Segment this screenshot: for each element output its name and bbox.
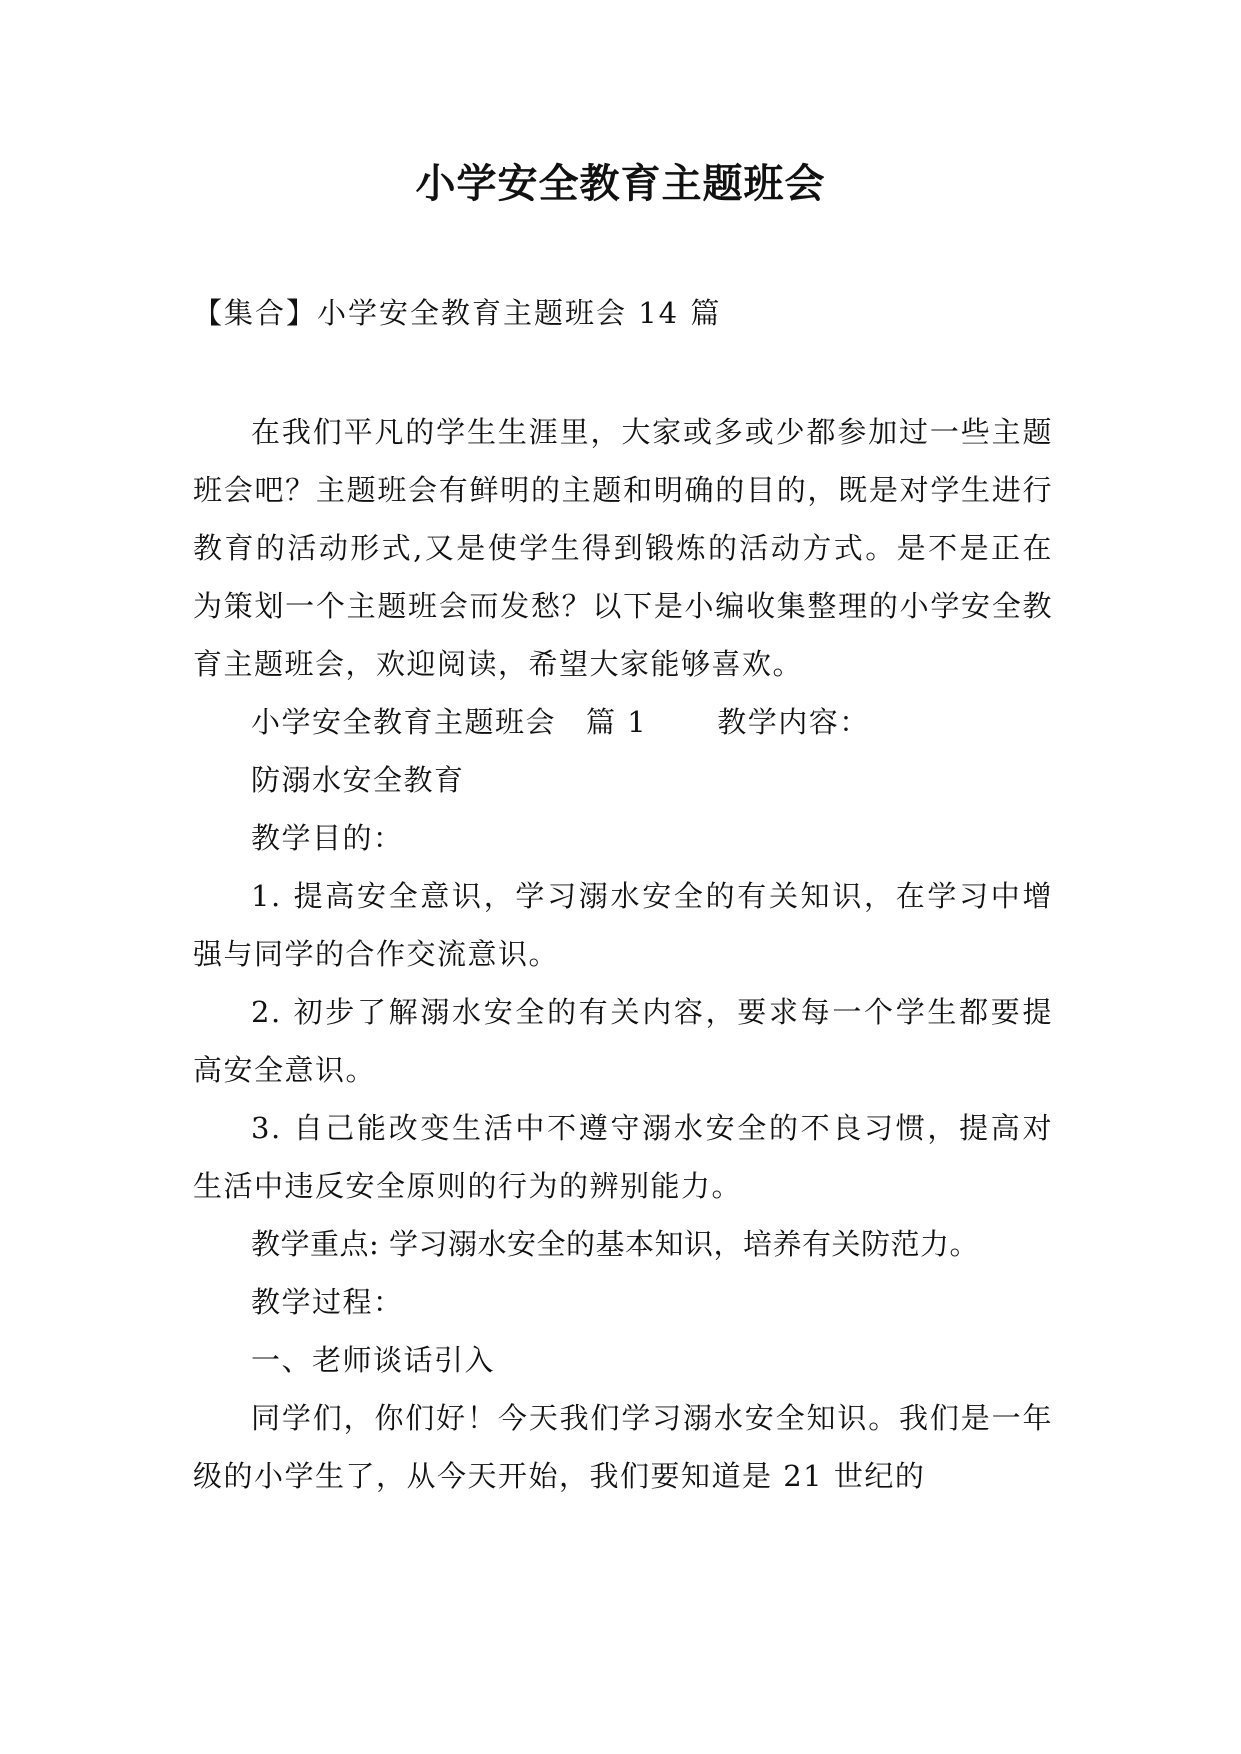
paragraph-process-heading: 教学过程： bbox=[251, 1285, 404, 1319]
paragraph-dialogue: 同学们，你们好！今天我们学习溺水安全知识。我们是一年级的小学生了，从今天开始，我们要知道是 21 世纪的 bbox=[193, 1401, 1053, 1493]
paragraph-goal-3: 3. 自己能改变生活中不遵守溺水安全的不良习惯，提高对生活中违反安全原则的行为的辨别能力。 bbox=[193, 1111, 1053, 1203]
paragraph-key-point: 教学重点: 学习溺水安全的基本知识，培养有关防范力。 bbox=[251, 1227, 979, 1261]
section-heading: 小学安全教育主题班会 bbox=[251, 705, 557, 739]
document-subtitle: 【集合】小学安全教育主题班会 14 篇 bbox=[193, 296, 722, 330]
intro-paragraph: 在我们平凡的学生生涯里，大家或多或少都参加过一些主题班会吧？主题班会有鲜明的主题和明确的目的，既是对学生进行教育的活动形式,又是使学生得到锻炼的活动方式。是不是正在为策划一个主题班会而发愁？以下是小编收集整理的小学安全教育主题班会，欢迎阅读，希望大家能够喜欢。 bbox=[193, 415, 1053, 681]
content-label: 教学内容： bbox=[717, 705, 870, 739]
section-part-label: 篇 1 bbox=[586, 705, 648, 739]
paragraph-goal-1: 1. 提高安全意识，学习溺水安全的有关知识，在学习中增强与同学的合作交流意识。 bbox=[193, 879, 1053, 971]
paragraph-topic: 防溺水安全教育 bbox=[251, 763, 465, 797]
section-heading-line bbox=[193, 693, 1053, 751]
paragraph-goal-heading: 教学目的： bbox=[251, 821, 404, 855]
paragraph-goal-2: 2. 初步了解溺水安全的有关内容，要求每一个学生都要提高安全意识。 bbox=[193, 995, 1053, 1087]
document-body bbox=[193, 403, 1053, 1505]
document-title: 小学安全教育主题班会 bbox=[415, 160, 826, 207]
paragraph-step-1: 一、老师谈话引入 bbox=[251, 1343, 496, 1377]
